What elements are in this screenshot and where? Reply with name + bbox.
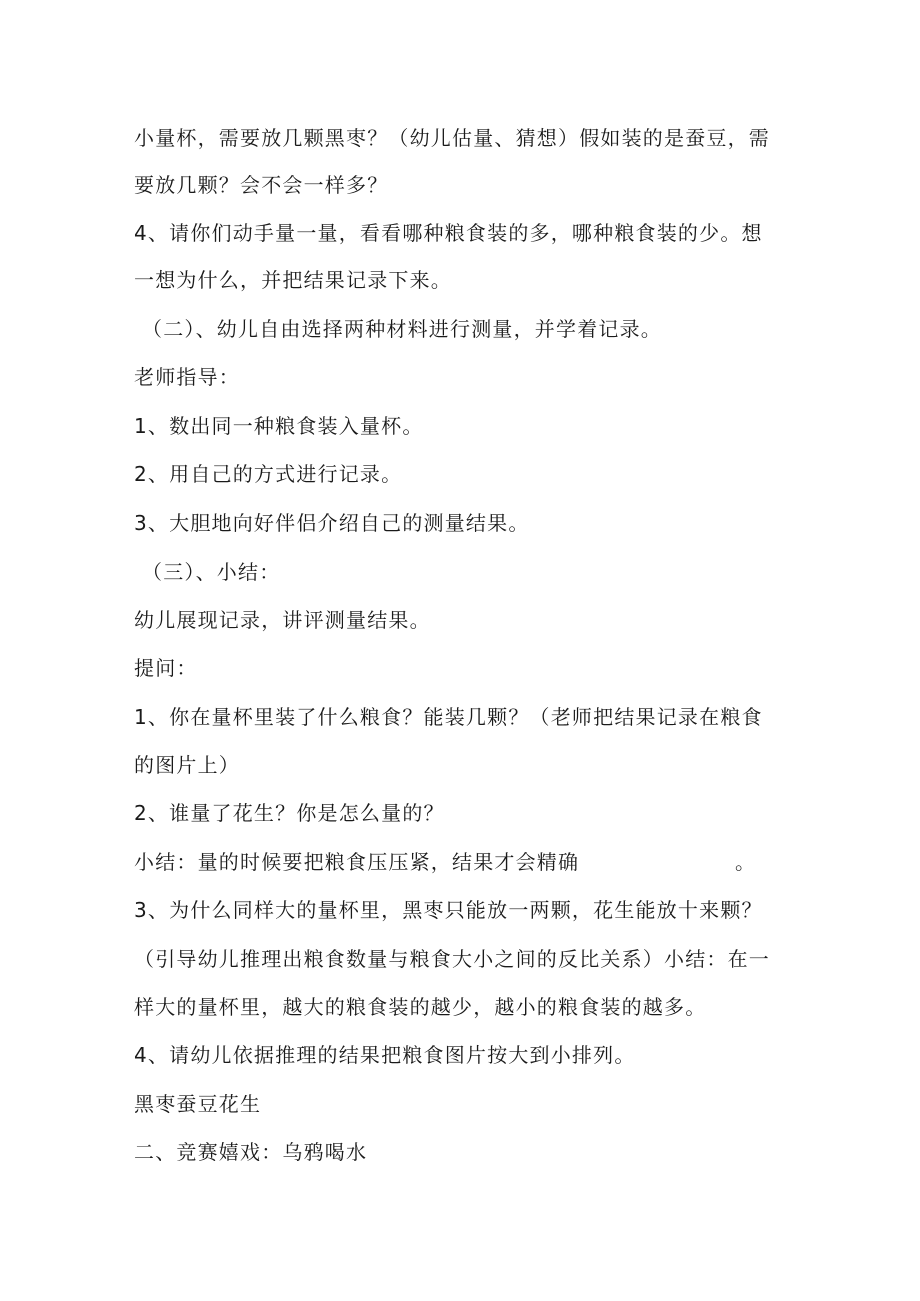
paragraph-line: 提问：	[134, 656, 198, 680]
section-heading: （三）、小结：	[142, 560, 281, 584]
list-item: 2、谁量了花生？你是怎么量的？	[134, 801, 445, 825]
paragraph-line: 的图片上）	[134, 753, 240, 777]
paragraph-line: 要放几颗？会不会一样多？	[134, 173, 389, 197]
list-item: 2、用自己的方式进行记录。	[134, 462, 403, 486]
trailing-period: 。	[735, 850, 755, 874]
list-item: 3、大胆地向好伴侣介绍自己的测量结果。	[134, 511, 530, 535]
section-heading: 二、竞赛嬉戏：乌鸦喝水	[134, 1140, 368, 1164]
paragraph-line: 小量杯，需要放几颗黑枣？（幼儿估量、猜想）假如装的是蚕豆，需	[134, 126, 770, 150]
paragraph-line: 样大的量杯里，越大的粮食装的越少，越小的粮食装的越多。	[134, 995, 707, 1019]
paragraph-line: 黑枣蚕豆花生	[134, 1092, 262, 1116]
paragraph-line: 一想为什么，并把结果记录下来。	[134, 268, 452, 292]
paragraph-line: 老师指导：	[134, 365, 240, 389]
section-heading: （二）、幼儿自由选择两种材料进行测量，并学着记录。	[142, 317, 662, 341]
list-item: 3、为什么同样大的量杯里，黑枣只能放一两颗，花生能放十来颗？	[134, 898, 763, 922]
list-item: 1、你在量杯里装了什么粮食？能装几颗？（老师把结果记录在粮食	[134, 705, 763, 729]
list-item: 1、数出同一种粮食装入量杯。	[134, 414, 424, 438]
paragraph-line: 幼儿展现记录，讲评测量结果。	[134, 608, 431, 632]
list-item: 4、请幼儿依据推理的结果把粮食图片按大到小排列。	[134, 1043, 636, 1067]
paragraph-line: （引导幼儿推理出粮食数量与粮食大小之间的反比关系）小结：在一	[134, 947, 770, 971]
paragraph-line: 4、请你们动手量一量，看看哪种粮食装的多，哪种粮食装的少。想	[134, 221, 763, 245]
paragraph-line: 小结：量的时候要把粮食压压紧，结果才会精确	[134, 850, 580, 874]
